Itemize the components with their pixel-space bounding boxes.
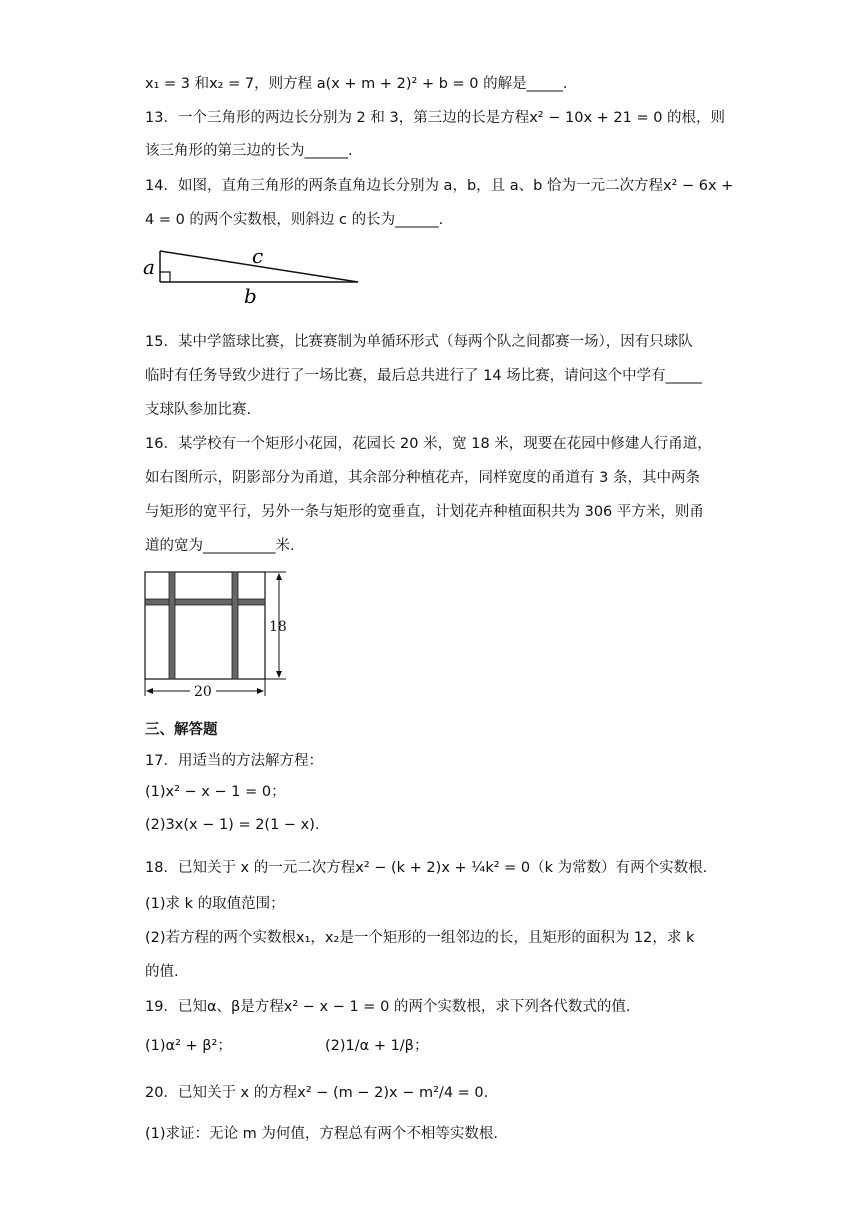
problem-15-line-3: 支球队参加比赛.: [145, 402, 252, 418]
problem-12-continuation: x₁ = 3 和x₂ = 7，则方程 a(x + m + 2)² + b = 0 的解是_____.: [145, 76, 568, 92]
problem-14-line-2: 4 = 0 的两个实数根，则斜边 c 的长为______.: [145, 212, 444, 228]
problem-18-line-1: 18．已知关于 x 的一元二次方程x² − (k + 2)x + ¼k² = 0（k 为常数）有两个实数根.: [145, 860, 708, 876]
label-c: c: [252, 244, 264, 268]
width-label: 18: [269, 619, 287, 635]
length-arrow-right: [257, 688, 264, 694]
width-arrow-down: [276, 671, 282, 678]
problem-16-line-4: 道的宽为__________米.: [145, 538, 295, 554]
horizontal-path: [145, 599, 265, 605]
vertical-path-left: [169, 572, 175, 679]
problem-17-part-1: (1)x² − x − 1 = 0；: [145, 784, 286, 800]
problem-19-part-2: (2)1/α + 1/β；: [325, 1038, 429, 1054]
garden-rectangle: [145, 572, 265, 679]
problem-18-part-2-line-1: (2)若方程的两个实数根x₁，x₂是一个矩形的一组邻边的长，且矩形的面积为 12，求 k: [145, 930, 695, 946]
right-angle-mark: [160, 272, 170, 282]
problem-18-part-2-line-2: 的值.: [145, 964, 179, 980]
vertical-path-right: [232, 572, 238, 679]
problem-19-part-1: (1)α² + β²；: [145, 1038, 232, 1054]
right-triangle-figure: [140, 243, 365, 305]
problem-13-line-1: 13．一个三角形的两边长分别为 2 和 3，第三边的长是方程x² − 10x + 21 = 0 的根，则: [145, 110, 726, 126]
label-a: a: [143, 255, 155, 279]
problem-14-line-1: 14．如图，直角三角形的两条直角边长分别为 a，b，且 a、b 恰为一元二次方程x² − 6x +: [145, 178, 734, 194]
label-b: b: [244, 284, 257, 305]
problem-16-line-3: 与矩形的宽平行，另外一条与矩形的宽垂直，计划花卉种植面积共为 306 平方米，则甬: [145, 504, 704, 520]
length-label: 20: [194, 684, 212, 700]
problem-16-line-2: 如右图所示，阴影部分为甬道，其余部分种植花卉，同样宽度的甬道有 3 条，其中两条: [145, 470, 700, 486]
problem-20-part-1: (1)求证：无论 m 为何值，方程总有两个不相等实数根.: [145, 1126, 498, 1142]
length-arrow-left: [146, 688, 153, 694]
problem-19-line-1: 19．已知α、β是方程x² − x − 1 = 0 的两个实数根，求下列各代数式的值.: [145, 999, 631, 1015]
section-heading-answers: 三、解答题: [145, 722, 218, 738]
garden-figure: [140, 566, 300, 702]
width-arrow-up: [276, 573, 282, 580]
problem-15-line-2: 临时有任务导致少进行了一场比赛，最后总共进行了 14 场比赛，请问这个中学有_____: [145, 368, 702, 384]
problem-18-part-1: (1)求 k 的取值范围；: [145, 896, 285, 912]
problem-17-line-1: 17．用适当的方法解方程：: [145, 753, 323, 769]
problem-20-line-1: 20．已知关于 x 的方程x² − (m − 2)x − m²/4 = 0.: [145, 1085, 489, 1101]
problem-13-line-2: 该三角形的第三边的长为______.: [145, 143, 353, 159]
problem-17-part-2: (2)3x(x − 1) = 2(1 − x).: [145, 817, 320, 833]
problem-15-line-1: 15．某中学篮球比赛，比赛赛制为单循环形式（每两个队之间都赛一场），因有只球队: [145, 334, 693, 350]
problem-16-line-1: 16．某学校有一个矩形小花园，花园长 20 米，宽 18 米，现要在花园中修建人行甬道，: [145, 436, 712, 452]
